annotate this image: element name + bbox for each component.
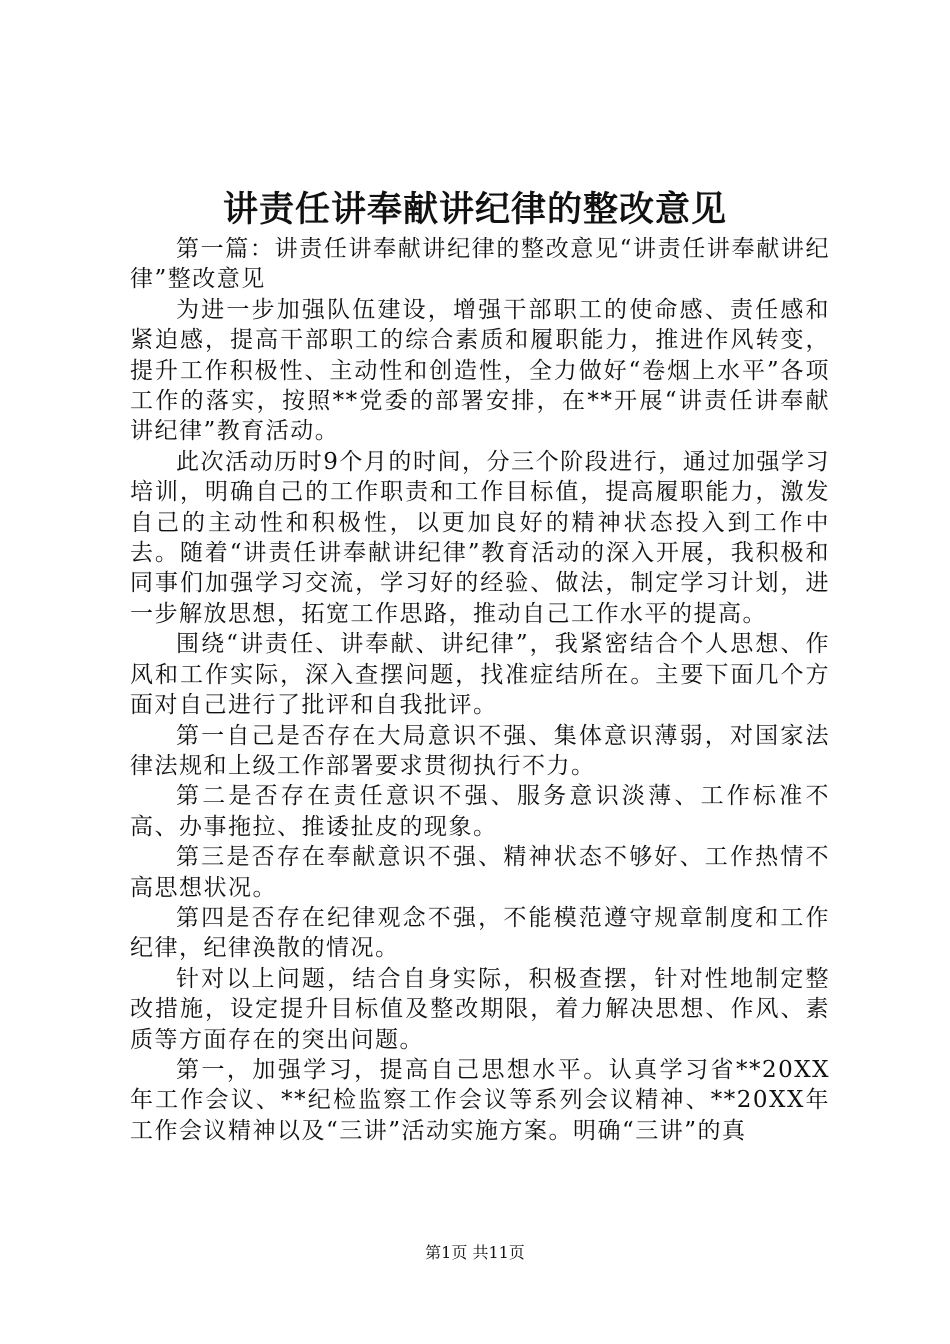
paragraph: 围绕“讲责任、讲奉献、讲纪律”，我紧密结合个人思想、作风和工作实际，深入查摆问题，找准症结所在。主要下面几个方面对自己进行了批评和自我批评。 [130,631,830,719]
paragraph: 第一自己是否存在大局意识不强、集体意识薄弱，对国家法律法规和上级工作部署要求贯彻执行不力。 [130,722,830,779]
paragraph: 第二是否存在责任意识不强、服务意识淡薄、工作标准不高、办事拖拉、推诿扯皮的现象。 [130,783,830,840]
paragraph: 针对以上问题，结合自身实际，积极查摆，针对性地制定整改措施，设定提升目标值及整改期限，着力解决思想、作风、素质等方面存在的突出问题。 [130,965,830,1053]
page-number-footer: 第1页 共11页 [425,1243,525,1262]
paragraph: 第四是否存在纪律观念不强，不能模范遵守规章制度和工作纪律，纪律涣散的情况。 [130,904,830,962]
paragraph: 第一篇：讲责任讲奉献讲纪律的整改意见“讲责任讲奉献讲纪律”整改意见 [130,236,830,293]
document-title: 讲责任讲奉献讲纪律的整改意见 [222,189,727,230]
document-body [130,234,830,1146]
paragraph: 为进一步加强队伍建设，增强干部职工的使命感、责任感和紧迫感，提高干部职工的综合素质和履职能力，推进作风转变，提升工作积极性、主动性和创造性，全力做好“卷烟上水平”各项工作的落实，按照**党委的部署安排，在**开展“讲责任讲奉献讲纪律”教育活动。 [130,296,830,445]
paragraph: 此次活动历时9个月的时间，分三个阶段进行，通过加强学习培训，明确自己的工作职责和工作目标值，提高履职能力，激发自己的主动性和积极性，以更加良好的精神状态投入到工作中去。随着“讲责任讲奉献讲纪律”教育活动的深入开展，我积极和同事们加强学习交流，学习好的经验、做法，制定学习计划，进一步解放思想，拓宽工作思路，推动自己工作水平的提高。 [130,448,830,627]
paragraph: 第三是否存在奉献意识不强、精神状态不够好、工作热情不高思想状况。 [130,844,830,901]
paragraph: 第一，加强学习，提高自己思想水平。认真学习省**20XX年工作会议、**纪检监察工作会议等系列会议精神、**20XX年工作会议精神以及“三讲”活动实施方案。明确“三讲”的真 [130,1056,830,1144]
